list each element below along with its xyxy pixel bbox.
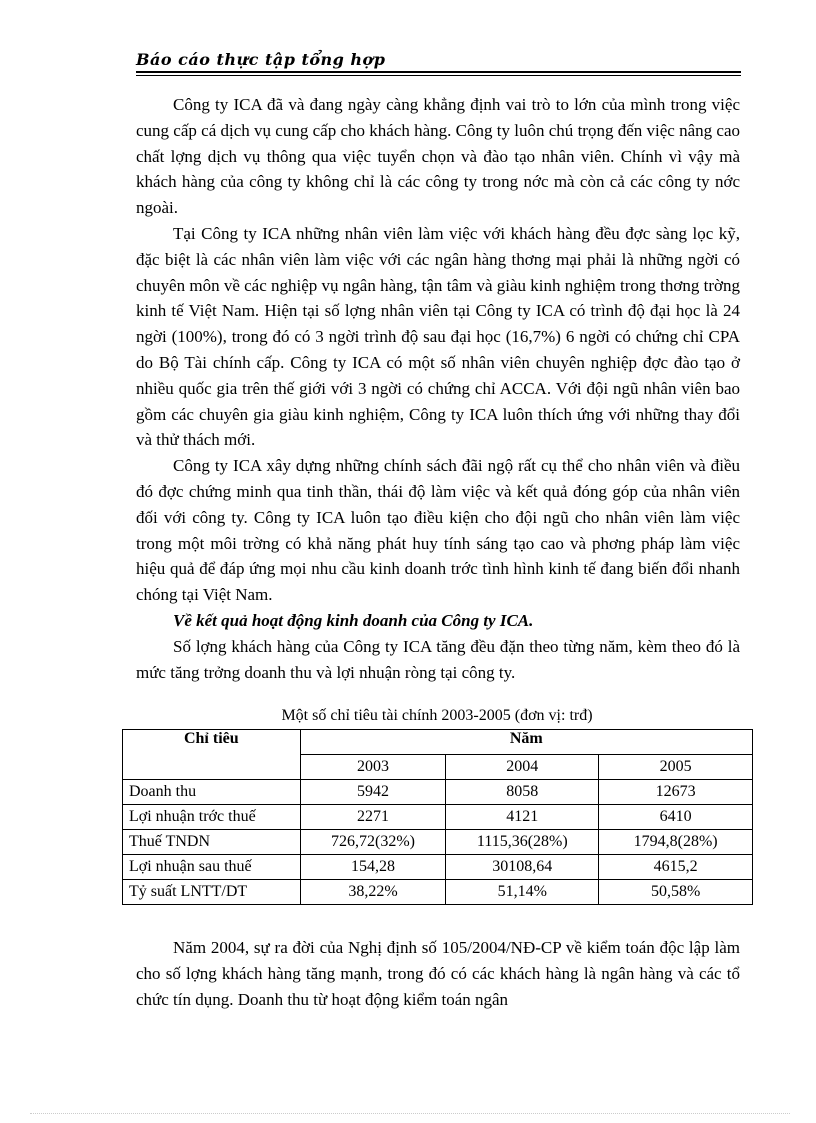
paragraph-1: Công ty ICA đã và đang ngày càng khẳng định vai trò to lớn của mình trong việc cung cấp cá dịch vụ cung cấp cho khách hàng. Công ty luôn chú trọng đến việc nâng cao chất lợng dịch vụ thông qua việc tuyển chọn và đào tạo nhân viên. Chính vì vậy mà khách hàng của công ty không chỉ là các công ty trong nớc mà còn cả các công ty nớc ngoài. (136, 95, 740, 218)
header-indicator: Chỉ tiêu (123, 730, 301, 780)
header-year-group: Năm (300, 730, 752, 755)
body-text-continued (136, 935, 740, 1012)
cell-value: 154,28 (300, 855, 446, 880)
section-subheading: Về kết quả hoạt động kinh doanh của Công ty ICA. (173, 610, 534, 630)
cell-value: 4615,2 (599, 855, 753, 880)
cell-value: 1115,36(28%) (446, 830, 599, 855)
table-caption: Một số chỉ tiêu tài chính 2003-2005 (đơn vị: trđ) (281, 707, 593, 724)
cell-value: 4121 (446, 805, 599, 830)
header-rule (136, 71, 741, 73)
cell-value: 8058 (446, 780, 599, 805)
page-header (136, 50, 741, 76)
header-title: Báo cáo thực tập tổng hợp (136, 50, 386, 69)
cell-value: 38,22% (300, 880, 446, 905)
cell-value: 12673 (599, 780, 753, 805)
cell-value: 30108,64 (446, 855, 599, 880)
footer-divider (30, 1113, 790, 1114)
year-2005: 2005 (599, 755, 753, 780)
year-2003: 2003 (300, 755, 446, 780)
header-rule-thin (136, 75, 741, 76)
cell-value: 6410 (599, 805, 753, 830)
year-2004: 2004 (446, 755, 599, 780)
row-label: Thuế TNDN (123, 830, 301, 855)
table-row (123, 830, 753, 855)
cell-value: 1794,8(28%) (599, 830, 753, 855)
cell-value: 5942 (300, 780, 446, 805)
table-row (123, 880, 753, 905)
cell-value: 50,58% (599, 880, 753, 905)
table-row (123, 855, 753, 880)
table-header-row (123, 730, 753, 755)
table-row (123, 780, 753, 805)
row-label: Doanh thu (123, 780, 301, 805)
cell-value: 726,72(32%) (300, 830, 446, 855)
financial-table (122, 729, 753, 905)
row-label: Lợi nhuận trớc thuế (123, 805, 301, 830)
row-label: Lợi nhuận sau thuế (123, 855, 301, 880)
paragraph-2: Tại Công ty ICA những nhân viên làm việc với khách hàng đều đợc sàng lọc kỹ, đặc biệt là các nhân viên làm việc với các ngân hàng thơng mại phải là những ngời có chuyên môn về các nghiệp vụ ngân hàng, tận tâm và giàu kinh nghiệm trong thơng trờng kinh tế Việt Nam. Hiện tại số lợng nhân viên tại Công ty ICA có trình độ đại học là 24 ngời (100%), trong đó có 3 ngời trình độ sau đại học (16,7%) 6 ngời có chứng chỉ CPA do Bộ Tài chính cấp. Công ty ICA có một số nhân viên chuyên nghiệp đợc đào tạo ở nhiều quốc gia trên thế giới với 3 ngời có chứng chỉ ACCA. Với đội ngũ nhân viên bao gồm các chuyên gia giàu kinh nghiệm, Công ty ICA luôn thích ứng với những thay đổi và thử thách mới. (136, 223, 740, 450)
cell-value: 2271 (300, 805, 446, 830)
body-text (136, 92, 740, 685)
cell-value: 51,14% (446, 880, 599, 905)
paragraph-closing: Năm 2004, sự ra đời của Nghị định số 105/2004/NĐ-CP về kiểm toán độc lập làm cho số lợng khách hàng tăng mạnh, trong đó có các khách hàng là ngân hàng và các tổ chức tín dụng. Doanh thu từ hoạt động kiểm toán ngân (136, 938, 740, 1009)
table-row (123, 805, 753, 830)
row-label: Tỷ suất LNTT/DT (123, 880, 301, 905)
paragraph-3: Công ty ICA xây dựng những chính sách đãi ngộ rất cụ thể cho nhân viên và điều đó đợc chứng minh qua tinh thần, thái độ làm việc và kết quả đóng góp của nhân viên đối với công ty. Công ty ICA luôn tạo điều kiện cho đội ngũ cho nhân viên làm việc trong một môi trờng có khả năng phát huy tính sáng tạo cao và phơng pháp làm việc hiệu quả để đáp ứng mọi nhu cầu kinh doanh trớc tình hình kinh tế đang biến đổi nhanh chóng tại Việt Nam. (136, 456, 740, 605)
paragraph-intro: Số lợng khách hàng của Công ty ICA tăng đều đặn theo từng năm, kèm theo đó là mức tăng trởng doanh thu và lợi nhuận ròng tại công ty. (136, 636, 740, 682)
